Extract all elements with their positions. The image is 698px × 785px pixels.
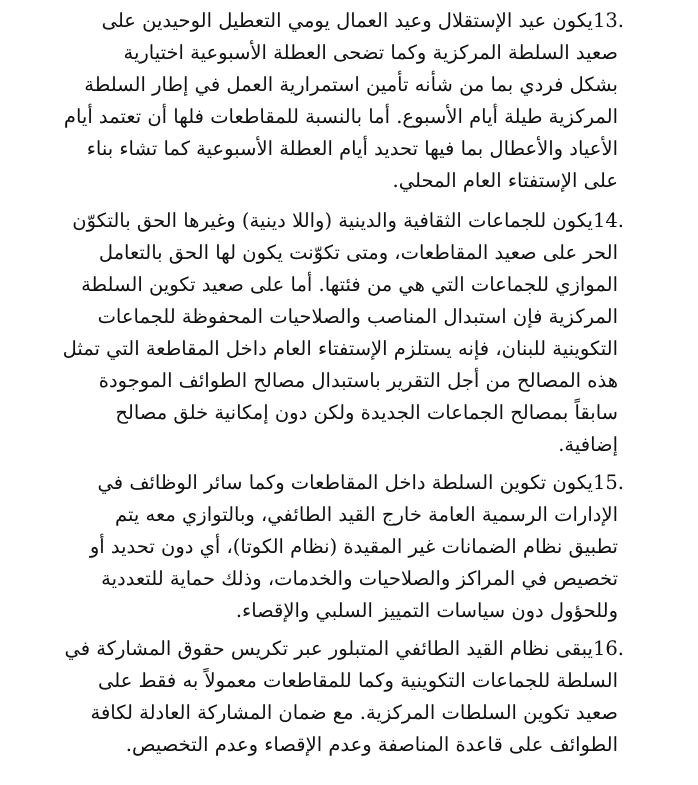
- item-13-line-1: [102, 8, 624, 34]
- item-16-line-3: صعيد تكوين السلطات المركزية. مع ضمان المشاركة العادلة لكافة: [90, 701, 618, 724]
- item-14-line-2: الحر على صعيد المقاطعات، ومتى تكوّنت يكون لها الحق بالتعامل: [98, 241, 618, 264]
- item-13-line-6: على الإستفتاء العام المحلي.: [392, 169, 618, 192]
- item-15-line-4: تخصيص في المراكز والصلاحيات والخدمات، وذلك حماية للتعددية: [101, 567, 618, 590]
- item-15-line-1: [98, 470, 624, 496]
- item-16-line-2: السلطة للجماعات التكوينية وكما للمقاطعات معمولاً به فقط على: [98, 669, 618, 692]
- item-13-line-2: صعيد السلطة المركزية وكما تضحى العطلة الأسبوعية اختيارية: [123, 41, 618, 64]
- item-14-line-3: الموازي للجماعات التي هي من فئتها. أما على صعيد تكوين السلطة: [81, 273, 618, 296]
- item-14-line-1-text: يكون للجماعات الثقافية والدينية (واللا دينية) وغيرها الحق بالتكوّن: [72, 209, 593, 232]
- item-13-line-5: الأعياد والأعطال بما فيها تحديد أيام العطلة الأسبوعية كما تشاء بناء: [86, 137, 618, 160]
- item-16-line-1: [64, 636, 624, 662]
- item-15-line-5: وللحؤول دون سياسات التمييز السلبي والإقصاء.: [235, 599, 618, 622]
- item-13-number: 13.: [592, 9, 624, 32]
- item-14-line-7: سابقاً بمصالح الجماعات الجديدة ولكن دون إمكانية خلق مصالح: [115, 401, 618, 424]
- item-16-line-4: الطوائف على قاعدة المناصفة وعدم الإقصاء وعدم التخصيص.: [125, 733, 618, 756]
- item-14-line-1: [72, 208, 624, 234]
- item-15-line-3: تطبيق نظام الضمانات غير المقيدة (نظام الكوتا)، أي دون تحديد أو: [89, 535, 618, 558]
- item-15-line-1-text: يكون تكوين السلطة داخل المقاطعات وكما سائر الوظائف في: [97, 471, 593, 494]
- item-13-line-4: المركزية طيلة أيام الأسبوع. أما بالنسبة للمقاطعات فلها أن تعتمد أيام: [63, 105, 618, 128]
- item-14-line-4: المركزية فإن استبدال المناصب والصلاحيات المحفوظة للجماعات: [97, 305, 618, 328]
- item-16-number: 16.: [592, 637, 624, 660]
- item-14-line-8: إضافية.: [558, 433, 618, 456]
- item-14-line-6: هذه المصالح من أجل التقرير باستبدال مصالح الطوائف الموجودة: [98, 369, 618, 392]
- item-14-number: 14.: [592, 209, 624, 232]
- item-15-line-2: الإدارات الرسمية العامة خارج القيد الطائفي، وبالتوازي معه يتم: [115, 503, 618, 526]
- item-15-number: 15.: [592, 471, 624, 494]
- item-16-line-1-text: يبقى نظام القيد الطائفي المتبلور عبر تكريس حقوق المشاركة في: [64, 637, 593, 660]
- item-13-line-1-text: يكون عيد الإستقلال وعيد العمال يومي التعطيل الوحيدين على: [101, 9, 593, 32]
- item-13-line-3: بشكل فردي بما من شأنه تأمين استمرارية العمل في إطار السلطة: [84, 73, 618, 96]
- item-14-line-5: التكوينية للبنان، فإنه يستلزم الإستفتاء العام داخل المقاطعة التي تمثل: [62, 337, 618, 360]
